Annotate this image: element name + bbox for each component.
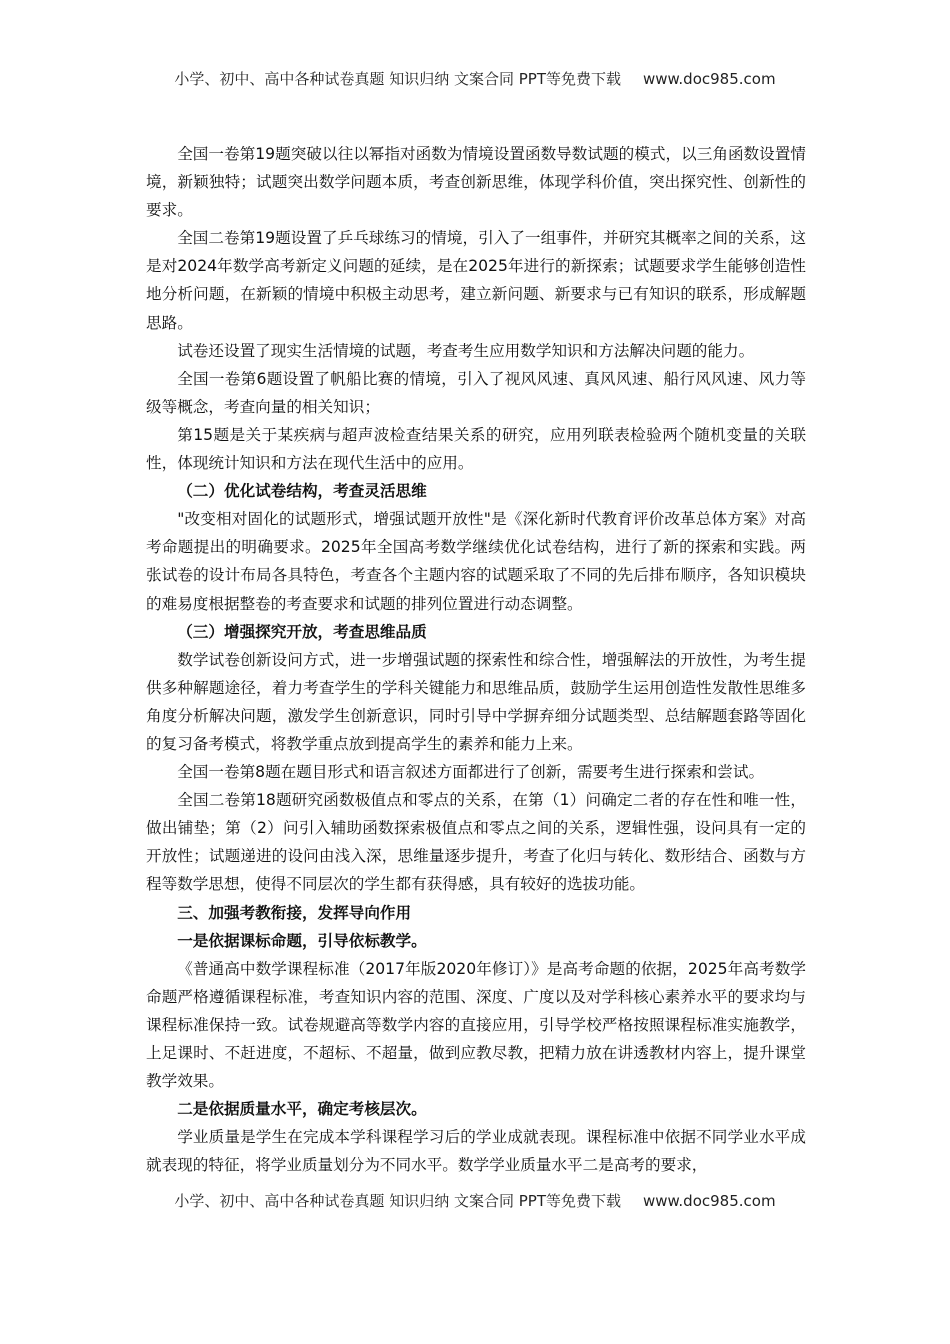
paragraph: 全国二卷第18题研究函数极值点和零点的关系，在第（1）问确定二者的存在性和唯一性，做出铺垫；第（2）问引入辅助函数探索极值点和零点之间的关系，逻辑性强，设问具有一定的开放性；试题递进的设问由浅入深，思维量逐步提升，考查了化归与转化、数形结合、函数与方程等数学思想，使得不同层次的学生都有获得感，具有较好的选拔功能。 <box>146 791 806 894</box>
paragraph: 试卷还设置了现实生活情境的试题，考查考生应用数学知识和方法解决问题的能力。 <box>177 341 755 360</box>
paragraph: 《普通高中数学课程标准（2017年版2020年修订）》是高考命题的依据，2025年高考数学命题严格遵循课程标准，考查知识内容的范围、深度、广度以及对学科核心素养水平的要求均与课程标准保持一致。试卷规避高等数学内容的直接应用，引导学校严格按照课程标准实施教学，上足课时、不赶进度，不超标、不超量，做到应教尽教，把精力放在讲透教材内容上，提升课堂教学效果。 <box>146 959 806 1091</box>
page-header <box>0 68 950 89</box>
footer-text: 小学、初中、高中各种试卷真题 知识归纳 文案合同 PPT等免费下载 <box>174 1192 621 1210</box>
section-heading: （二）优化试卷结构，考查灵活思维 <box>177 482 427 501</box>
document-body <box>146 140 806 1179</box>
subsection-heading: 二是依据质量水平，确定考核层次。 <box>177 1100 427 1119</box>
header-url[interactable]: www.doc985.com <box>642 70 776 88</box>
section-heading: 三、加强考教衔接，发挥导向作用 <box>177 903 412 922</box>
paragraph: 全国一卷第19题突破以往以幂指对函数为情境设置函数导数试题的模式，以三角函数设置情境，新颖独特；试题突出数学问题本质，考查创新思维，体现学科价值，突出探究性、创新性的要求。 <box>146 145 806 220</box>
paragraph: 全国二卷第19题设置了乒乓球练习的情境，引入了一组事件，并研究其概率之间的关系，这是对2024年数学高考新定义问题的延续，是在2025年进行的新探索；试题要求学生能够创造性地分析问题，在新颖的情境中积极主动思考，建立新问题、新要求与已有知识的联系，形成解题思路。 <box>146 229 806 332</box>
paragraph: "改变相对固化的试题形式，增强试题开放性"是《深化新时代教育评价改革总体方案》对高考命题提出的明确要求。2025年全国高考数学继续优化试卷结构，进行了新的探索和实践。两张试卷的设计布局各具特色，考查各个主题内容的试题采取了不同的先后排布顺序，各知识模块的难易度根据整卷的考查要求和试题的排列位置进行动态调整。 <box>146 510 806 613</box>
subsection-heading: 一是依据课标命题，引导依标教学。 <box>177 931 427 950</box>
header-text: 小学、初中、高中各种试卷真题 知识归纳 文案合同 PPT等免费下载 <box>174 70 621 88</box>
footer-url[interactable]: www.doc985.com <box>642 1192 776 1210</box>
page-footer <box>0 1190 950 1211</box>
paragraph: 数学试卷创新设问方式，进一步增强试题的探索性和综合性，增强解法的开放性，为考生提供多种解题途径，着力考查学生的学科关键能力和思维品质，鼓励学生运用创造性发散性思维多角度分析解决问题，激发学生创新意识，同时引导中学摒弃细分试题类型、总结解题套路等固化的复习备考模式，将教学重点放到提高学生的素养和能力上来。 <box>146 650 806 753</box>
paragraph: 第15题是关于某疾病与超声波检查结果关系的研究，应用列联表检验两个随机变量的关联性，体现统计知识和方法在现代生活中的应用。 <box>146 425 806 473</box>
section-heading: （三）增强探究开放，考查思维品质 <box>177 622 427 641</box>
paragraph: 学业质量是学生在完成本学科课程学习后的学业成就表现。课程标准中依据不同学业水平成就表现的特征，将学业质量划分为不同水平。数学学业质量水平二是高考的要求， <box>146 1128 806 1175</box>
paragraph: 全国一卷第8题在题目形式和语言叙述方面都进行了创新，需要考生进行探索和尝试。 <box>177 763 765 782</box>
paragraph: 全国一卷第6题设置了帆船比赛的情境，引入了视风风速、真风风速、船行风风速、风力等级等概念，考查向量的相关知识； <box>146 369 806 416</box>
